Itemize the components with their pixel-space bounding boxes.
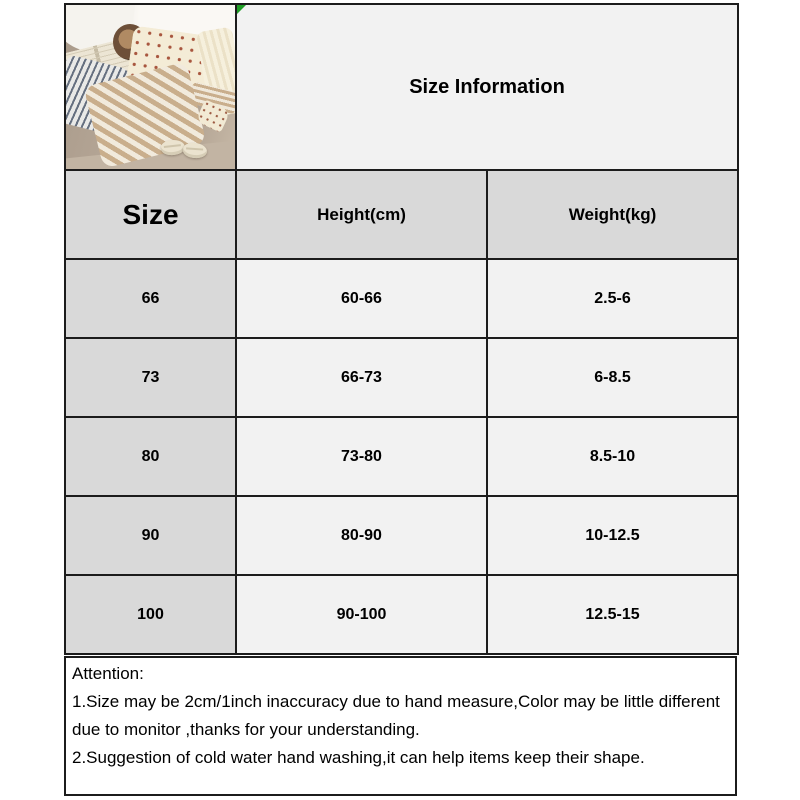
table-row [65, 575, 738, 654]
column-header-weight: Weight(kg) [487, 170, 738, 259]
size-chart-sheet [64, 3, 737, 796]
weight-value: 6-8.5 [487, 338, 738, 417]
attention-notes [64, 656, 737, 796]
table-row [65, 417, 738, 496]
weight-value: 8.5-10 [487, 417, 738, 496]
size-value: 90 [65, 496, 236, 575]
size-value: 66 [65, 259, 236, 338]
table-row [65, 259, 738, 338]
column-header-size: Size [65, 170, 236, 259]
size-table [64, 3, 739, 655]
height-value: 73-80 [236, 417, 487, 496]
height-value: 80-90 [236, 496, 487, 575]
weight-value: 10-12.5 [487, 496, 738, 575]
weight-value: 2.5-6 [487, 259, 738, 338]
height-value: 66-73 [236, 338, 487, 417]
height-value: 90-100 [236, 575, 487, 654]
size-value: 80 [65, 417, 236, 496]
table-header-row [65, 170, 738, 259]
baby-clothes-photo [66, 5, 235, 169]
size-value: 100 [65, 575, 236, 654]
size-value: 73 [65, 338, 236, 417]
attention-note-1: 1.Size may be 2cm/1inch inaccuracy due to hand measure,Color may be little different due to monitor ,thanks for your understanding. [72, 692, 720, 739]
column-header-height: Height(cm) [236, 170, 487, 259]
excel-corner-marker-icon [237, 5, 246, 14]
weight-value: 12.5-15 [487, 575, 738, 654]
height-value: 60-66 [236, 259, 487, 338]
photo-title-row [65, 4, 738, 170]
attention-note-2: 2.Suggestion of cold water hand washing,it can help items keep their shape. [72, 748, 645, 767]
product-photo [65, 4, 236, 170]
page-title-cell [236, 4, 738, 170]
table-row [65, 338, 738, 417]
table-row [65, 496, 738, 575]
attention-title: Attention: [72, 664, 144, 683]
page-title: Size Information [409, 75, 565, 98]
